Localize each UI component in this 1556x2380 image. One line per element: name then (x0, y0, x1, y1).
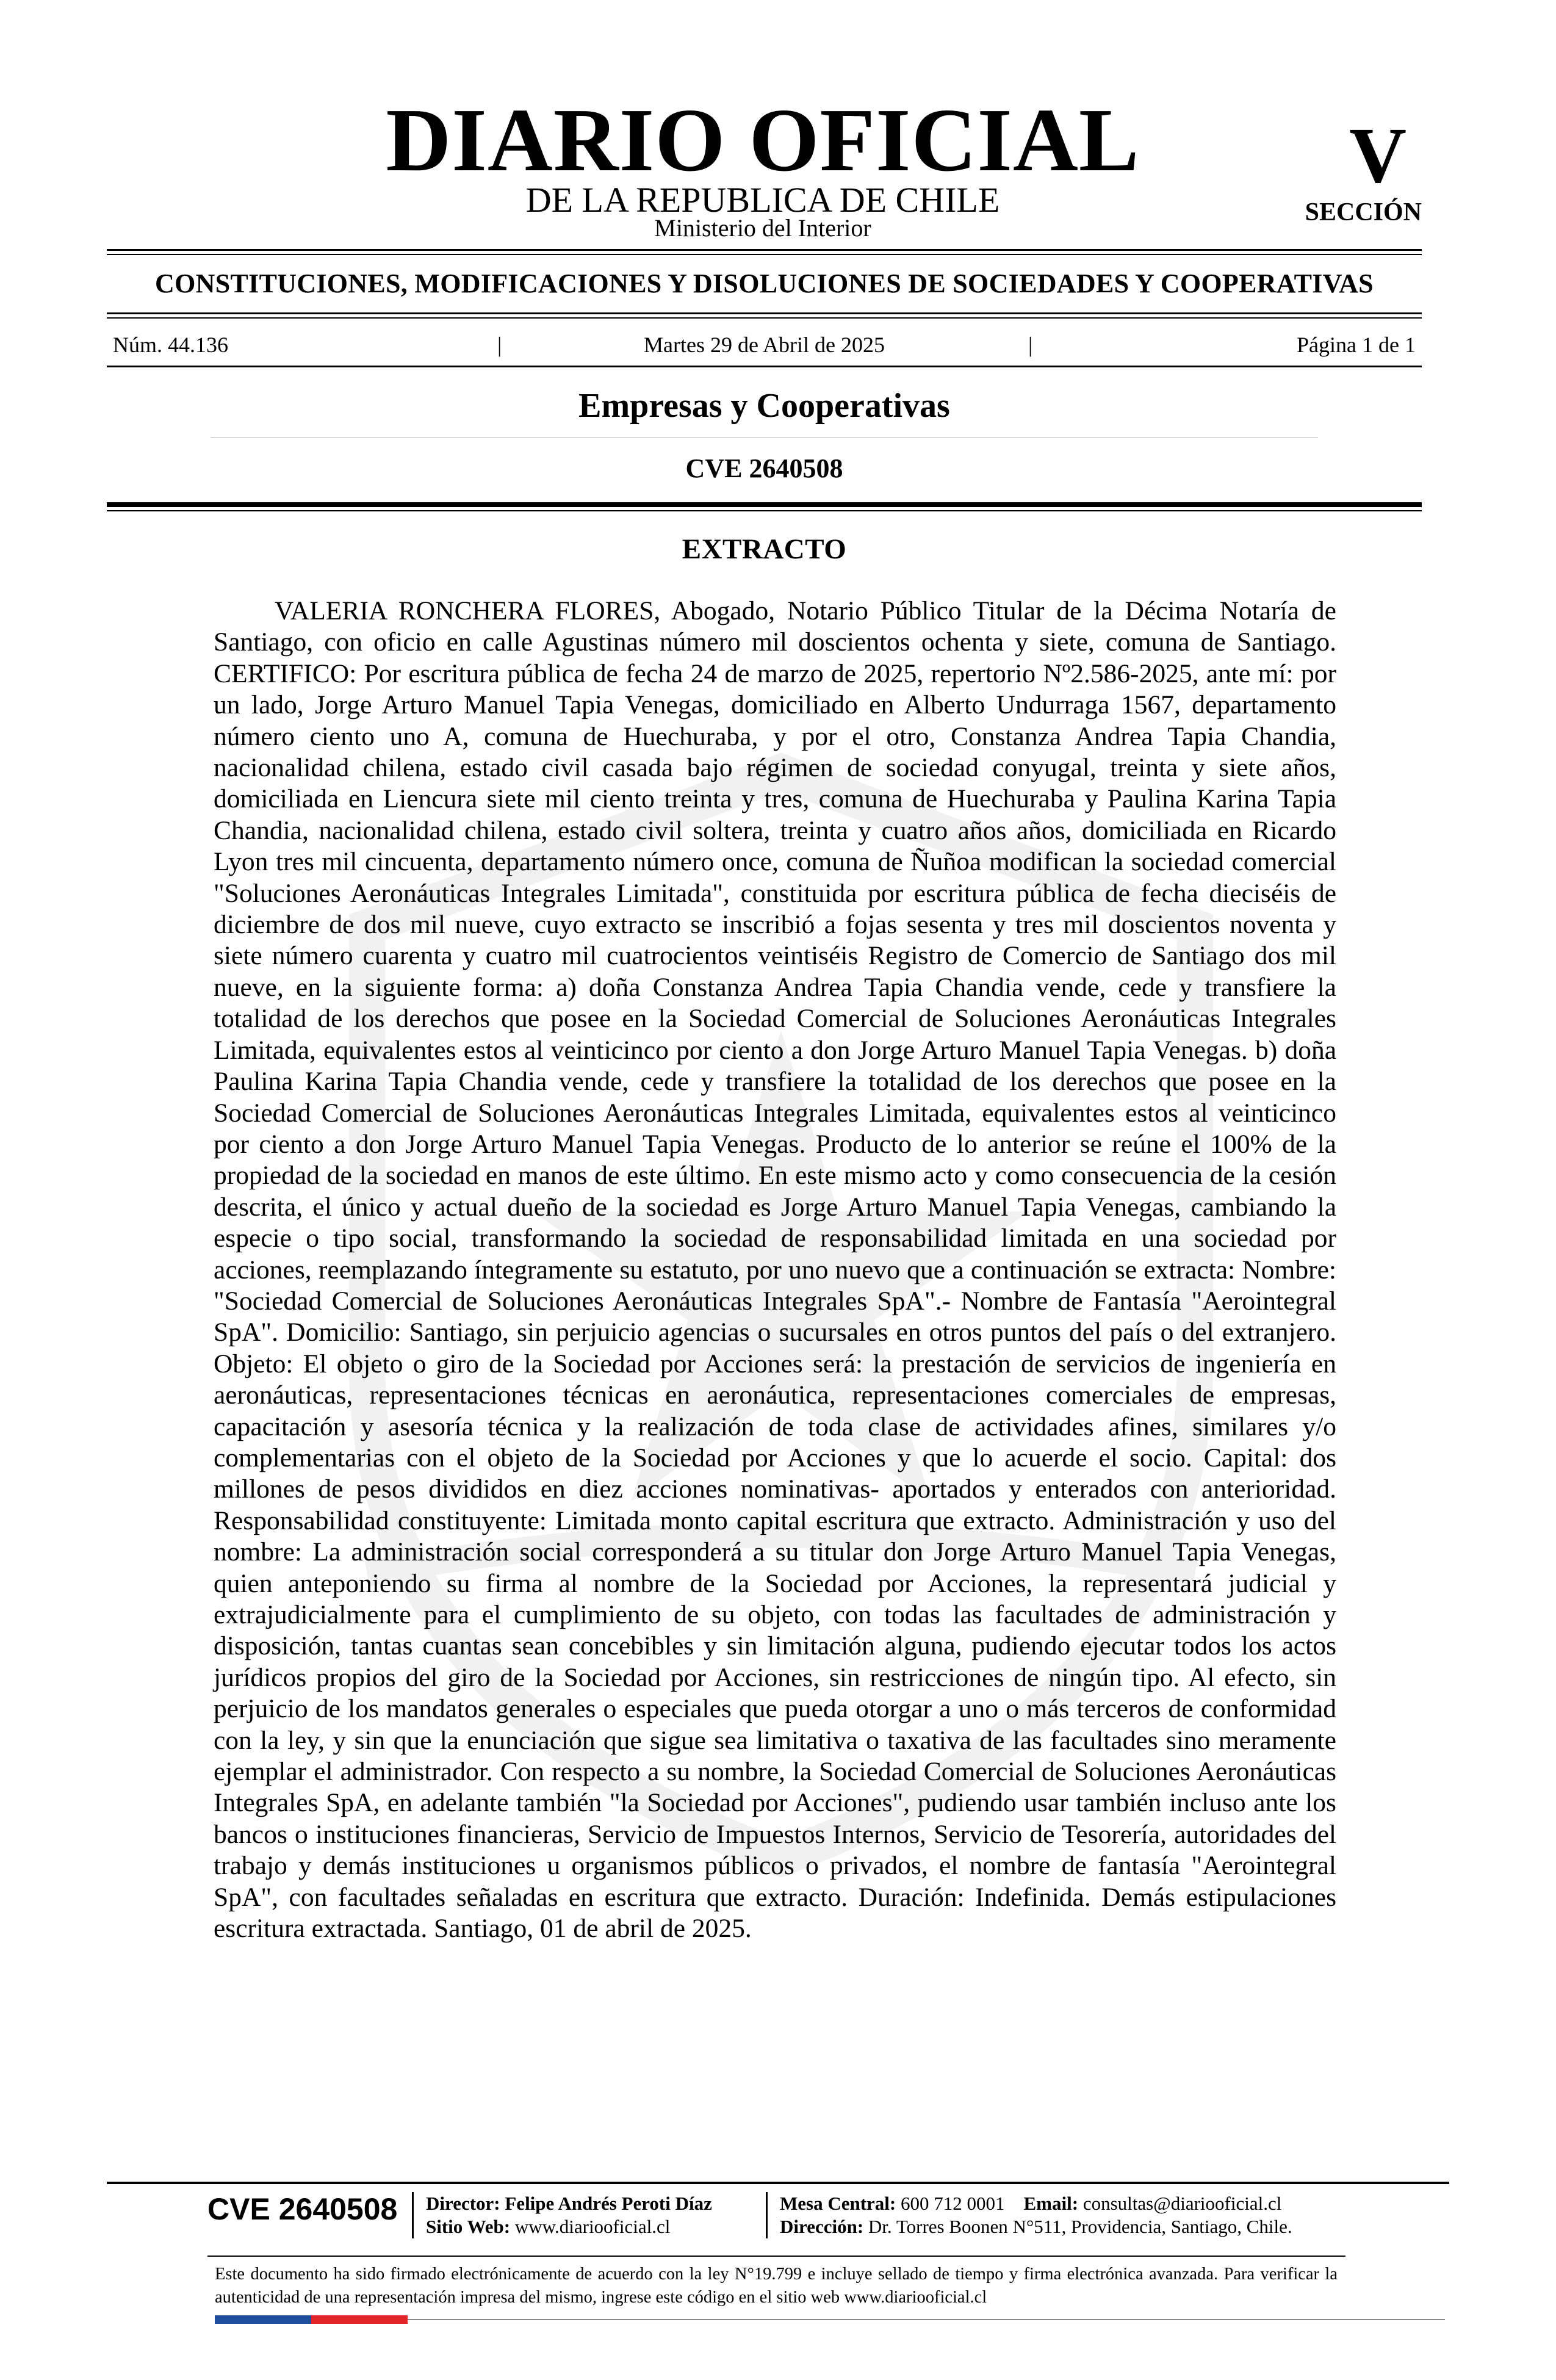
category-divider (211, 437, 1318, 438)
banner-divider (107, 312, 1422, 314)
issue-separator: | (1028, 333, 1033, 357)
phone-number: 600 712 0001 (901, 2193, 1005, 2214)
footer-divider (107, 2182, 1449, 2184)
issue-date: Martes 29 de Abril de 2025 (644, 333, 885, 357)
address-label: Dirección: (780, 2216, 864, 2237)
footer-note-divider (207, 2256, 1345, 2257)
issue-info-row (113, 330, 1416, 360)
flag-stripe-red (311, 2315, 408, 2324)
extract-body: VALERIA RONCHERA FLORES, Abogado, Notario Público Titular de la Décima Notaría de Santiago, con oficio en calle Agustinas número mil doscientos ochenta y siete, comuna de Santiago. CERTIFICO: Por escritura pública de fecha 24 de marzo de 2025, repertorio Nº2.586-2025, ante mí: por un lado, Jorge Arturo Manuel Tapia Venegas, domiciliado en Alberto Undurraga 1567, departamento número ciento uno A, comuna de Huechuraba, y por el otro, Constanza Andrea Tapia Chandia, nacionalidad chilena, estado civil casada bajo régimen de sociedad conyugal, treinta y siete años, domiciliada en Liencura siete mil ciento treinta y tres, comuna de Huechuraba y Paulina Karina Tapia Chandia, nacionalidad chilena, estado civil soltera, treinta y cuatro años años, domiciliada en Ricardo Lyon tres mil cincuenta, departamento número once, comuna de Ñuñoa modifican la sociedad comercial "Soluciones Aeronáuticas Integrales Limitada", constituida por escritura pública de fecha dieciséis de diciembre de dos mil nueve, cuyo extracto se inscribió a fojas sesenta y tres mil doscientos noventa y siete número cuarenta y cuatro mil cuatrocientos veintiséis Registro de Comercio de Santiago dos mil nueve, en la siguiente forma: a) doña Constanza Andrea Tapia Chandia vende, cede y transfiere la totalidad de los derechos que posee en la Sociedad Comercial de Soluciones Aeronáuticas Integrales Limitada, equivalentes estos al veinticinco por ciento a don Jorge Arturo Manuel Tapia Venegas. b) doña Paulina Karina Tapia Chandia vende, cede y transfiere la totalidad de los derechos que posee en la Sociedad Comercial de Soluciones Aeronáuticas Integrales Limitada, equivalentes estos al veinticinco por ciento a don Jorge Arturo Manuel Tapia Venegas. Producto de lo anterior se reúne el 100% de la propiedad de la sociedad en manos de este último. En este mismo acto y como consecuencia de la cesión descrita, el único y actual dueño de la sociedad es Jorge Arturo Manuel Tapia Venegas, cambiando la especie o tipo social, transformando la sociedad de responsabilidad limitada en una sociedad por acciones, reemplazando íntegramente su estatuto, por uno nuevo que a continuación se extracta: Nombre: "Sociedad Comercial de Soluciones Aeronáuticas Integrales SpA".- Nombre de Fantasía "Aerointegral SpA". Domicilio: Santiago, sin perjuicio agencias o sucursales en otros puntos del país o del extranjero. Objeto: El objeto o giro de la Sociedad por Acciones será: la prestación de servicios de ingeniería en aeronáuticas, representaciones técnicas en aeronáutica, representaciones comerciales de empresas, capacitación y asesoría técnica y la realización de toda clase de actividades afines, similares y/o complementarias con el objeto de la Sociedad por Acciones y que lo acuerde el socio. Capital: dos millones de pesos divididos en diez acciones nominativas- aportados y enterados con anterioridad. Responsabilidad constituyente: Limitada monto capital escritura que extracto. Administración y uso del nombre: La administración social corresponderá a su titular don Jorge Arturo Manuel Tapia Venegas, quien anteponiendo su firma al nombre de la Sociedad por Acciones, la representará judicial y extrajudicialmente para el cumplimiento de su objeto, con todas las facultades de administración y disposición, tantas cuantas sean concebibles y sin limitación alguna, pudiendo ejecutar todos los actos jurídicos propios del giro de la Sociedad por Acciones, sin restricciones de ningún tipo. Al efecto, sin perjuicio de los mandatos generales o especiales que pueda otorgar a uno o más terceros de conformidad con la ley, y sin que la enunciación que sigue sea limitativa o taxativa de las facultades sino meramente ejemplar el administrador. Con respecto a su nombre, la Sociedad Comercial de Soluciones Aeronáuticas Integrales SpA, en adelante también "la Sociedad por Acciones", pudiendo usar también incluso ante los bancos o instituciones financieras, Servicio de Impuestos Internos, Servicio de Tesorería, autoridades del trabajo y demás instituciones u organismos públicos o privados, el nombre de fantasía "Aerointegral SpA", con facultades señaladas en escritura que extracto. Duración: Indefinida. Demás estipulaciones escritura extractada. Santiago, 01 de abril de 2025. (214, 596, 1336, 1944)
masthead-subtitle: DE LA REPUBLICA DE CHILE (525, 180, 1000, 220)
address-text: Dr. Torres Boonen N°511, Providencia, Santiago, Chile. (868, 2216, 1292, 2237)
footer-contact-block (780, 2192, 1292, 2238)
masthead-divider (107, 249, 1422, 251)
footer-separator (412, 2192, 414, 2238)
section-banner: CONSTITUCIONES, MODIFICACIONES Y DISOLUCIONES DE SOCIEDADES Y COOPERATIVAS (155, 269, 1374, 298)
category-title: Empresas y Cooperativas (578, 387, 950, 425)
footer-director-block (426, 2192, 712, 2238)
website-link[interactable]: www.diariooficial.cl (514, 2216, 671, 2237)
banner-divider-thin (107, 317, 1422, 319)
issue-number: Núm. 44.136 (113, 333, 228, 357)
section-label: SECCIÓN (1305, 198, 1422, 226)
content-divider-thin (107, 510, 1422, 511)
issue-divider (107, 366, 1422, 367)
flag-stripe-blue (215, 2315, 311, 2324)
director-name: Felipe Andrés Peroti Díaz (505, 2193, 712, 2214)
masthead-title: DIARIO OFICIAL (386, 90, 1140, 190)
footer-cve-code: CVE 2640508 (207, 2192, 398, 2226)
phone-label: Mesa Central: (780, 2193, 896, 2214)
website-label: Sitio Web: (426, 2216, 511, 2237)
footer-signature-note: Este documento ha sido firmado electrónicamente de acuerdo con la ley N°19.799 e incluye sellado de tiempo y firma electrónica avanzada. Para verificar la autenticidad de una representación impresa del mismo, ingrese este código en el sitio web www.diariooficial.cl (215, 2265, 1338, 2307)
email-link[interactable]: consultas@diariooficial.cl (1082, 2193, 1282, 2214)
cve-code: CVE 2640508 (685, 453, 843, 483)
masthead-divider-thin (107, 254, 1422, 255)
footer-separator (766, 2192, 768, 2238)
issue-page: Página 1 de 1 (1297, 333, 1416, 357)
masthead-ministry: Ministerio del Interior (654, 214, 871, 242)
content-divider-thick (107, 502, 1422, 507)
masthead (104, 92, 1422, 244)
director-label: Director: (426, 2193, 500, 2214)
footer-bottom-line (408, 2319, 1445, 2320)
section-letter: V (1349, 112, 1407, 200)
issue-separator: | (497, 333, 502, 357)
email-label: Email: (1023, 2193, 1079, 2214)
document-heading: EXTRACTO (682, 533, 847, 565)
